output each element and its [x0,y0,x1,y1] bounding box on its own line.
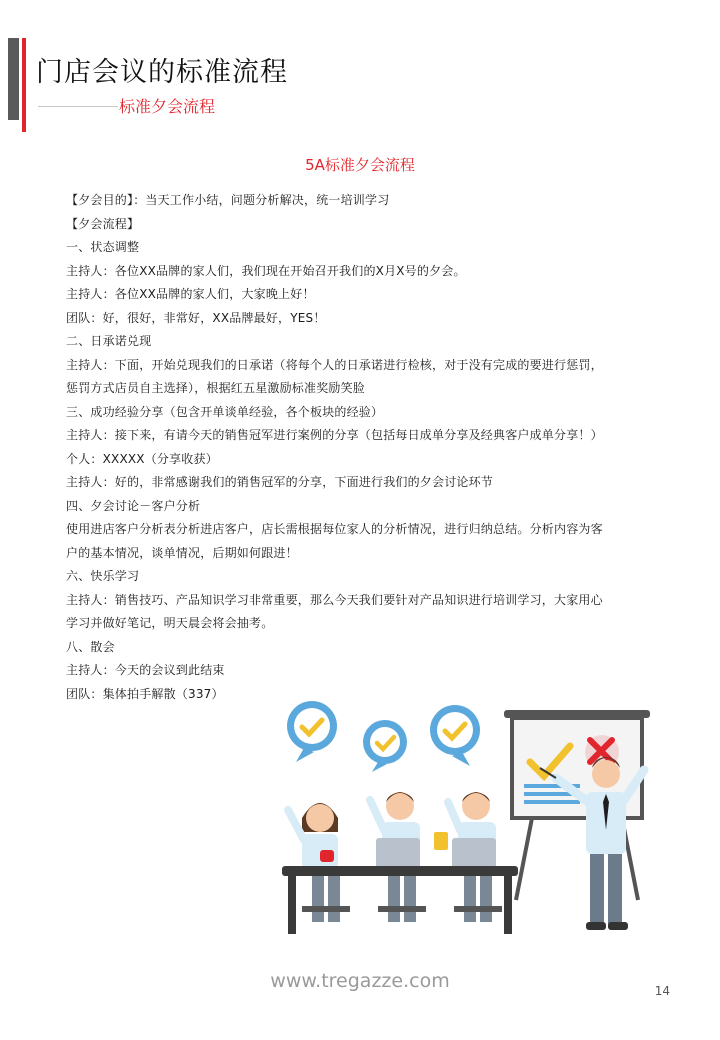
text-line: 三、成功经验分享（包含开单谈单经验，各个板块的经验） [66,404,384,419]
text-line: 惩罚方式店员自主选择），根据红五星激励标准奖励笑脸 [66,381,366,395]
text-line: 主持人：各位XX品牌的家人们，我们现在开始召开我们的X月X号的夕会。 [66,263,466,278]
subtitle-divider [38,106,118,107]
section-heading: 5A标准夕会流程 [305,156,415,174]
text-line: 【夕会流程】 [66,216,140,231]
text-line: 六、快乐学习 [66,569,140,583]
text-line: 主持人：各位XX品牌的家人们，大家晚上好！ [66,287,315,301]
text-line: 团队：集体拍手解散（337） [66,686,224,701]
seated-woman-figure [288,803,338,870]
text-line: 户的基本情况，谈单情况，后期如何跟进！ [66,545,298,560]
seated-man-figure [434,792,496,868]
seated-man-figure [370,792,420,868]
text-line: 主持人：下面，开始兑现我们的日承诺（将每个人的日承诺进行检核，对于没有完成的要进行惩罚， [66,357,603,372]
text-line: 二、日承诺兑现 [66,334,152,348]
text-line: 八、散会 [66,639,115,654]
text-line: 主持人：接下来，有请今天的销售冠军进行案例的分享（包括每日成单分享及经典客户成单分享！） [66,428,603,442]
meeting-illustration [272,700,664,948]
text-line: 一、状态调整 [66,240,140,254]
whiteboard [504,710,650,900]
text-line: 个人：XXXXX（分享收获） [66,451,218,466]
text-line: 使用进店客户分析表分析进店客户，店长需根据每位家人的分析情况，进行归纳总结。分析内容为客 [66,522,603,536]
speech-bubble-icon [363,720,407,772]
speech-bubble-icon [287,701,337,762]
speech-bubble-icon [430,705,480,766]
meeting-procedure-text [66,189,666,706]
text-line: 主持人：好的，非常感谢我们的销售冠军的分享，下面进行我们的夕会讨论环节 [66,475,494,489]
meeting-table [282,866,518,934]
page-title: 门店会议的标准流程 [36,57,288,88]
header-gray-bar [8,38,19,120]
page-number: 14 [654,984,670,998]
text-line: 团队：好，很好，非常好，XX品牌最好，YES！ [66,310,326,325]
website-watermark: www.tregazze.com [270,970,450,992]
text-line: 四、夕会讨论－客户分析 [66,498,201,513]
text-line: 学习并做好笔记，明天晨会将会抽考。 [66,616,274,630]
text-line: 主持人：今天的会议到此结束 [66,663,225,677]
header-red-bar [22,38,26,132]
text-line: 【夕会目的】：当天工作小结，问题分析解决，统一培训学习 [66,193,390,207]
page-subtitle: 标准夕会流程 [119,97,216,116]
text-line: 主持人：销售技巧、产品知识学习非常重要，那么今天我们要针对产品知识进行培训学习，大家用心 [66,592,603,607]
